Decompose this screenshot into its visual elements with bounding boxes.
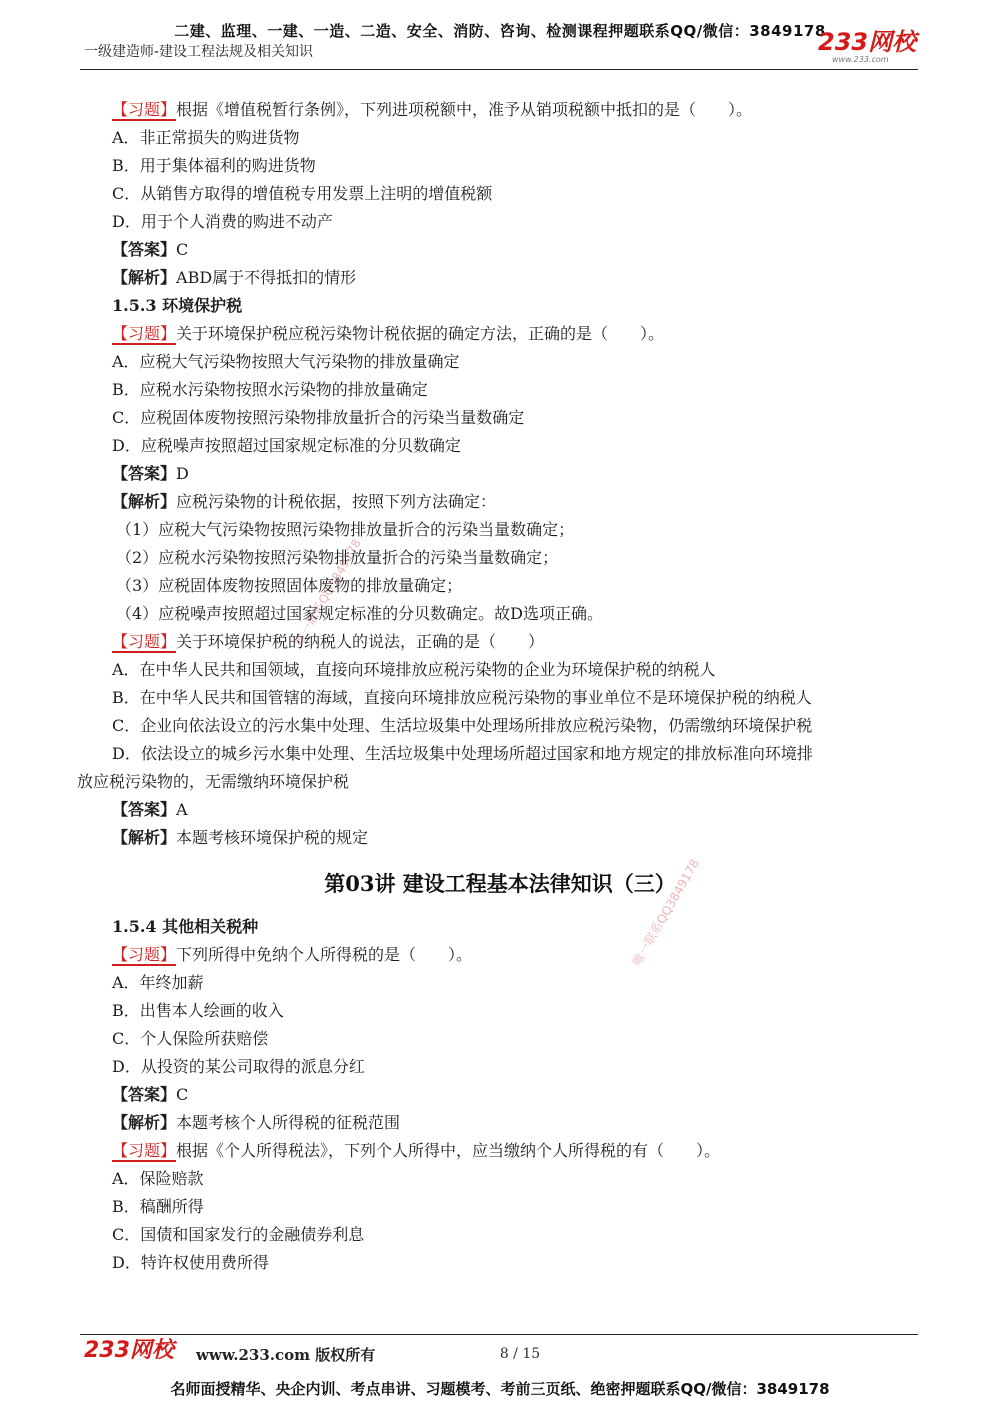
option-d: D．用于个人消费的购进不动产 xyxy=(112,212,333,231)
option-b: B．在中华人民共和国管辖的海域，直接向环境排放应税污染物的事业单位不是环境保护税的纳税人 xyxy=(112,688,812,707)
option-c: C．企业向依法设立的污水集中处理、生活垃圾集中处理场所排放应税污染物，仍需缴纳环境保护税 xyxy=(112,716,813,735)
lecture-title: 第03讲 建设工程基本法律知识（三） xyxy=(324,871,676,896)
watermark: 唯一联系QQ3849178 xyxy=(291,536,365,648)
question-label: 【习题】 xyxy=(112,100,177,119)
option-c: C．国债和国家发行的金融债券利息 xyxy=(112,1225,365,1244)
option-a: A．年终加薪 xyxy=(112,973,204,992)
answer: 【答案】D xyxy=(112,464,189,483)
question-stem: 【习题】根据《个人所得税法》，下列个人所得中，应当缴纳个人所得税的有（ ）。 xyxy=(112,1141,721,1160)
analysis-item: （3）应税固体废物按照固体废物的排放量确定； xyxy=(116,576,463,595)
section-heading: 1.5.3 环境保护税 xyxy=(112,296,243,315)
footer-rule xyxy=(80,1334,918,1335)
footer-copyright: www.233.com 版权所有 xyxy=(196,1346,376,1364)
answer: 【答案】C xyxy=(112,1085,189,1104)
option-b: B．应税水污染物按照水污染物的排放量确定 xyxy=(112,380,428,399)
option-d: D．应税噪声按照超过国家规定标准的分贝数确定 xyxy=(112,436,461,455)
option-b: B．稿酬所得 xyxy=(112,1197,204,1216)
option-b: B．出售本人绘画的收入 xyxy=(112,1001,284,1020)
question-label: 【习题】 xyxy=(112,945,177,964)
option-c: C．应税固体废物按照污染物排放量折合的污染当量数确定 xyxy=(112,408,525,427)
header-rule xyxy=(80,69,918,70)
option-d-continued: 放应税污染物的，无需缴纳环境保护税 xyxy=(77,772,350,791)
analysis-item: （1）应税大气污染物按照污染物排放量折合的污染当量数确定； xyxy=(116,520,575,539)
option-a: A．保险赔款 xyxy=(112,1169,204,1188)
answer: 【答案】A xyxy=(112,800,188,819)
question-stem: 【习题】根据《增值税暂行条例》，下列进项税额中，准予从销项税额中抵扣的是（ ）。 xyxy=(112,100,753,119)
option-d: D．从投资的某公司取得的派息分红 xyxy=(112,1057,365,1076)
analysis-item: （2）应税水污染物按照污染物排放量折合的污染当量数确定； xyxy=(116,548,559,567)
analysis: 【解析】本题考核环境保护税的规定 xyxy=(112,828,369,847)
analysis: 【解析】应税污染物的计税依据，按照下列方法确定： xyxy=(112,492,497,511)
answer: 【答案】C xyxy=(112,240,189,259)
question-stem: 【习题】关于环境保护税的纳税人的说法，正确的是（ ） xyxy=(112,632,545,651)
footer-logo: 233网校 xyxy=(84,1338,174,1363)
page-number: 8 / 15 xyxy=(499,1346,541,1362)
analysis: 【解析】本题考核个人所得税的征税范围 xyxy=(112,1113,401,1132)
brand-logo: 233网校 xyxy=(818,28,917,56)
option-c: C．从销售方取得的增值税专用发票上注明的增值税额 xyxy=(112,184,493,203)
bottom-banner: 名师面授精华、央企内训、考点串讲、习题模考、考前三页纸、绝密押题联系QQ/微信：3849178 xyxy=(170,1380,830,1398)
option-d: D．特许权使用费所得 xyxy=(112,1253,269,1272)
analysis-item: （4）应税噪声按照超过国家规定标准的分贝数确定。故D选项正确。 xyxy=(116,604,604,623)
header-subtitle: 一级建造师-建设工程法规及相关知识 xyxy=(84,44,314,60)
top-banner: 二建、监理、一建、一造、二造、安全、消防、咨询、检测课程押题联系QQ/微信：3849178 xyxy=(174,22,826,40)
option-b: B．用于集体福利的购进货物 xyxy=(112,156,316,175)
question-label: 【习题】 xyxy=(112,324,177,343)
question-label: 【习题】 xyxy=(112,1141,177,1160)
section-heading: 1.5.4 其他相关税种 xyxy=(112,917,259,936)
option-a: A．非正常损失的购进货物 xyxy=(112,128,300,147)
option-c: C．个人保险所获赔偿 xyxy=(112,1029,269,1048)
option-a: A．应税大气污染物按照大气污染物的排放量确定 xyxy=(112,352,460,371)
watermark: 唯一联系QQ3849178 xyxy=(629,856,703,968)
option-a: A．在中华人民共和国领域，直接向环境排放应税污染物的企业为环境保护税的纳税人 xyxy=(112,660,716,679)
question-stem: 【习题】关于环境保护税应税污染物计税依据的确定方法，正确的是（ ）。 xyxy=(112,324,665,343)
question-label: 【习题】 xyxy=(112,632,177,651)
analysis: 【解析】ABD属于不得抵扣的情形 xyxy=(112,268,357,287)
option-d: D．依法设立的城乡污水集中处理、生活垃圾集中处理场所超过国家和地方规定的排放标准向环境排 xyxy=(112,744,813,763)
brand-logo-url: www.233.com xyxy=(832,55,889,64)
question-stem: 【习题】下列所得中免纳个人所得税的是（ ）。 xyxy=(112,945,473,964)
